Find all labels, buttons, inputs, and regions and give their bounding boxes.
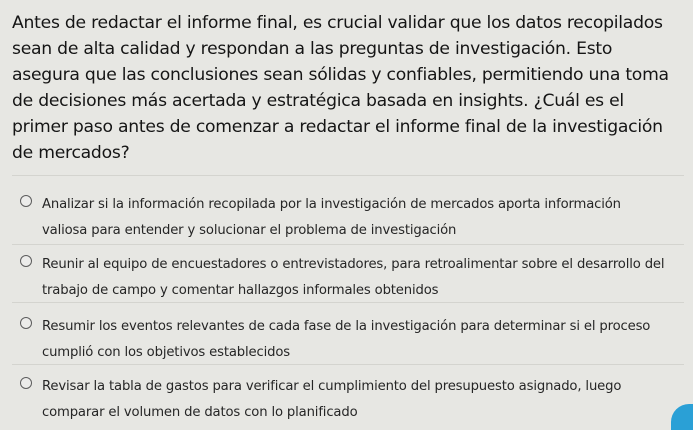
answer-option-3-text: Resumir los eventos relevantes de cada fase de la investigación para determinar si el proceso cumplió con los objetivos establecidos <box>42 319 651 360</box>
radio-button-3[interactable] <box>20 317 32 329</box>
option-divider-2 <box>12 302 684 303</box>
answer-option-4[interactable] <box>20 374 670 426</box>
radio-button-1[interactable] <box>20 195 32 207</box>
option-divider-1 <box>12 244 684 245</box>
answer-option-2-text: Reunir al equipo de encuestadores o entrevistadores, para retroalimentar sobre el desarrollo del trabajo de campo y comentar hallazgos informales obtenidos <box>42 257 665 298</box>
answer-option-2[interactable] <box>20 252 670 304</box>
question-divider <box>12 175 684 176</box>
radio-button-4[interactable] <box>20 377 32 389</box>
quiz-question: Antes de redactar el informe final, es crucial validar que los datos recopilados sean de alta calidad y respondan a las preguntas de investigación. Esto asegura que las conclusiones sean sólidas y confiables, permitiendo una toma de decisiones más acertada y estratégica basada en insights. ¿Cuál es el primer paso antes de comenzar a redactar el informe final de la investigación de mercados? <box>12 13 669 163</box>
answer-option-1-text: Analizar si la información recopilada por la investigación de mercados aporta información valiosa para entender y solucionar el problema de investigación <box>42 197 621 238</box>
answer-option-4-text: Revisar la tabla de gastos para verificar el cumplimiento del presupuesto asignado, luego comparar el volumen de datos con lo planificado <box>42 379 622 420</box>
corner-accent <box>671 404 693 430</box>
answer-option-3[interactable] <box>20 314 670 366</box>
radio-button-2[interactable] <box>20 255 32 267</box>
answer-option-1[interactable] <box>20 192 670 244</box>
option-divider-3 <box>12 364 684 365</box>
